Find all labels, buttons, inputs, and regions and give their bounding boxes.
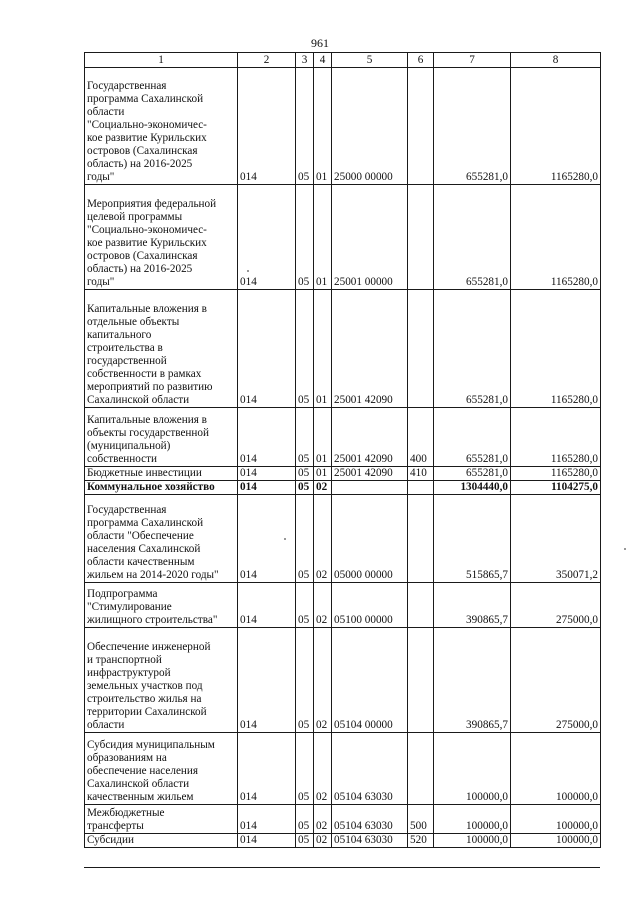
cell-vr (408, 733, 434, 805)
cell-name: Государственная программа Сахалинской области "Социально-экономичес- кое развитие Курильских островов (Сахалинская область) на 2016-2025 годы" (85, 68, 238, 185)
table-row (85, 68, 601, 185)
cell-rz: 05 (296, 495, 314, 583)
column-header: 1 (85, 53, 238, 68)
column-header: 6 (408, 53, 434, 68)
table-row (85, 467, 601, 481)
cell-ved: 014 (238, 628, 296, 733)
cell-y2: 100000,0 (511, 733, 601, 805)
table-body (85, 68, 601, 848)
table-row (85, 408, 601, 467)
table-row (85, 495, 601, 583)
cell-csr: 25000 00000 (332, 68, 408, 185)
table-row (85, 628, 601, 733)
column-header: 2 (238, 53, 296, 68)
cell-y1: 390865,7 (434, 583, 511, 628)
table-row (85, 290, 601, 408)
cell-vr (408, 290, 434, 408)
cell-csr: 25001 00000 (332, 185, 408, 290)
cell-rz: 05 (296, 467, 314, 481)
cell-y2: 1165280,0 (511, 467, 601, 481)
cell-pr: 02 (314, 583, 332, 628)
column-header: 7 (434, 53, 511, 68)
cell-y1: 390865,7 (434, 628, 511, 733)
cell-pr: 02 (314, 481, 332, 495)
cell-pr: 01 (314, 467, 332, 481)
cell-vr (408, 68, 434, 185)
cell-vr: 520 (408, 834, 434, 848)
scan-speck (284, 538, 286, 540)
cell-ved: 014 (238, 733, 296, 805)
table-continuation (84, 867, 600, 872)
cell-y2: 100000,0 (511, 834, 601, 848)
cell-pr: 02 (314, 805, 332, 834)
cell-csr: 25001 42090 (332, 290, 408, 408)
cell-csr: 25001 42090 (332, 408, 408, 467)
cell-y1: 100000,0 (434, 834, 511, 848)
cell-csr: 05104 00000 (332, 628, 408, 733)
cell-name: Обеспечение инженерной и транспортной инфраструктурой земельных участков под строительство жилья на территории Сахалинской области (85, 628, 238, 733)
cell-csr: 05104 63030 (332, 805, 408, 834)
cell-ved: 014 (238, 805, 296, 834)
cell-csr: 05000 00000 (332, 495, 408, 583)
budget-table (84, 52, 601, 848)
table-row (85, 834, 601, 848)
cell-csr: 25001 42090 (332, 467, 408, 481)
cell-ved: 014 (238, 834, 296, 848)
cell-rz: 05 (296, 68, 314, 185)
cell-y2: 275000,0 (511, 628, 601, 733)
cell-y2: 350071,2 (511, 495, 601, 583)
cell-rz: 05 (296, 805, 314, 834)
cell-ved: 014 (238, 467, 296, 481)
cell-rz: 05 (296, 290, 314, 408)
cell-rz: 05 (296, 583, 314, 628)
cell-ved: 014 (238, 408, 296, 467)
cell-pr: 01 (314, 408, 332, 467)
cell-pr: 02 (314, 834, 332, 848)
column-header: 8 (511, 53, 601, 68)
cell-name: Бюджетные инвестиции (85, 467, 238, 481)
cell-ved: 014 (238, 495, 296, 583)
cell-vr (408, 583, 434, 628)
cell-name: Капитальные вложения в отдельные объекты капитального строительства в государственной собственности в рамках мероприятий по развитию Сахалинской области (85, 290, 238, 408)
cell-name: Коммунальное хозяйство (85, 481, 238, 495)
cell-rz: 05 (296, 733, 314, 805)
cell-y1: 655281,0 (434, 68, 511, 185)
table-row (85, 733, 601, 805)
cell-vr: 400 (408, 408, 434, 467)
cell-ved: 014 (238, 68, 296, 185)
table-row (85, 185, 601, 290)
cell-name: Подпрограмма "Стимулирование жилищного строительства" (85, 583, 238, 628)
scan-speck (624, 548, 626, 550)
cell-pr: 01 (314, 185, 332, 290)
cell-y1: 655281,0 (434, 467, 511, 481)
cell-rz: 05 (296, 628, 314, 733)
cell-pr: 02 (314, 628, 332, 733)
cell-csr (332, 481, 408, 495)
cell-y2: 1165280,0 (511, 290, 601, 408)
column-header: 4 (314, 53, 332, 68)
cell-y1: 655281,0 (434, 185, 511, 290)
cell-vr (408, 495, 434, 583)
cell-rz: 05 (296, 408, 314, 467)
cell-pr: 02 (314, 495, 332, 583)
cell-vr (408, 185, 434, 290)
table-row (85, 481, 601, 495)
cell-name: Мероприятия федеральной целевой программы "Социально-экономичес- кое развитие Курильских островов (Сахалинская область) на 2016-2025 годы" (85, 185, 238, 290)
cell-ved: 014 (238, 481, 296, 495)
cell-y1: 655281,0 (434, 290, 511, 408)
cell-y1: 100000,0 (434, 733, 511, 805)
cell-ved: 014 (238, 583, 296, 628)
cell-name: Субсидия муниципальным образованиям на обеспечение населения Сахалинской области качественным жильем (85, 733, 238, 805)
column-header: 3 (296, 53, 314, 68)
cell-name: Межбюджетные трансферты (85, 805, 238, 834)
cell-vr (408, 481, 434, 495)
cell-csr: 05100 00000 (332, 583, 408, 628)
cell-rz: 05 (296, 481, 314, 495)
table-row (85, 583, 601, 628)
cell-vr (408, 628, 434, 733)
cell-y2: 1104275,0 (511, 481, 601, 495)
cell-vr: 410 (408, 467, 434, 481)
cell-y2: 1165280,0 (511, 68, 601, 185)
cell-y1: 515865,7 (434, 495, 511, 583)
scan-speck (247, 270, 249, 272)
cell-ved: 014 (238, 290, 296, 408)
cell-csr: 05104 63030 (332, 733, 408, 805)
column-header: 5 (332, 53, 408, 68)
cell-name: Государственная программа Сахалинской области "Обеспечение населения Сахалинской области качественным жильем на 2014-2020 годы" (85, 495, 238, 583)
cell-y1: 655281,0 (434, 408, 511, 467)
cell-ved: 014 (238, 185, 296, 290)
cell-name: Капитальные вложения в объекты государственной (муниципальной) собственности (85, 408, 238, 467)
cell-vr: 500 (408, 805, 434, 834)
cell-name: Субсидии (85, 834, 238, 848)
cell-y2: 1165280,0 (511, 185, 601, 290)
cell-rz: 05 (296, 834, 314, 848)
cell-y1: 1304440,0 (434, 481, 511, 495)
cell-pr: 01 (314, 68, 332, 185)
cell-y2: 100000,0 (511, 805, 601, 834)
column-number-row (85, 53, 601, 68)
cell-rz: 05 (296, 185, 314, 290)
cell-csr: 05104 63030 (332, 834, 408, 848)
cell-y1: 100000,0 (434, 805, 511, 834)
cell-pr: 01 (314, 290, 332, 408)
page-number: 961 (311, 36, 329, 50)
cell-y2: 275000,0 (511, 583, 601, 628)
cell-y2: 1165280,0 (511, 408, 601, 467)
cell-pr: 02 (314, 733, 332, 805)
table-row (85, 805, 601, 834)
